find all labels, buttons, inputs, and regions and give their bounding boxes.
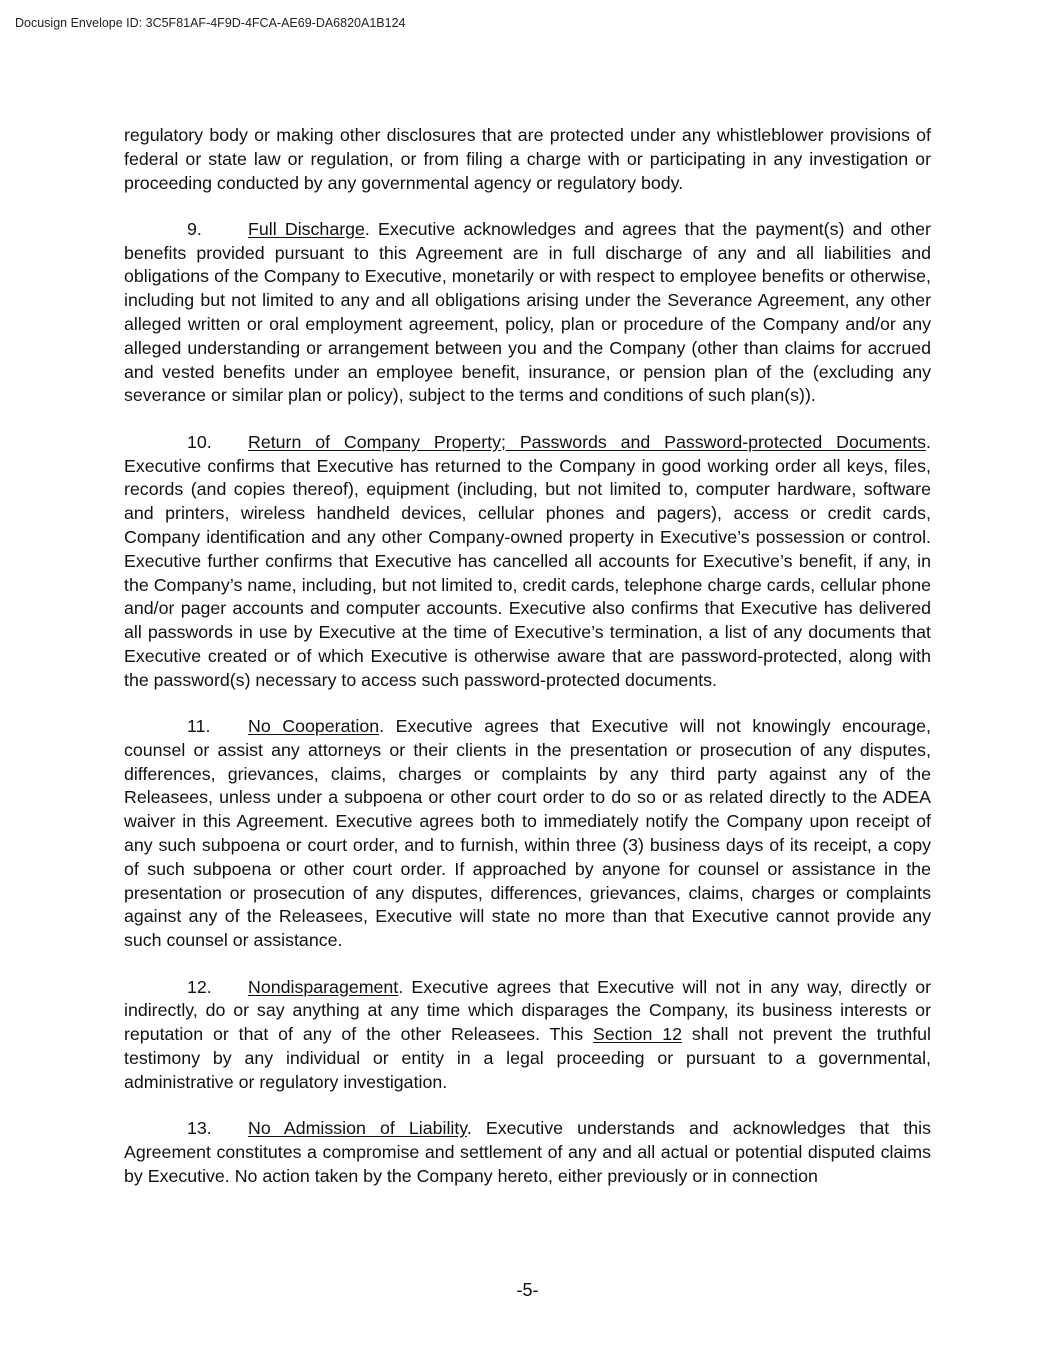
section-11-no-cooperation (124, 715, 931, 953)
section-text: . Executive understands and acknowledges that this Agreement constitutes a compromise and settlement of any and all actual or potential disputed claims by Executive. No action taken by the Company hereto, either previously or in connection (124, 1117, 931, 1186)
section-12-nondisparagement (124, 976, 931, 1095)
section-text: shall not prevent the truthful testimony by any individual or entity in a legal proceeding or pursuant to a governmental, administrative or regulatory investigation. (124, 1024, 931, 1092)
section-9-full-discharge (124, 218, 931, 408)
section-number: 10. (187, 431, 212, 452)
section-text: . Executive acknowledges and agrees that the payment(s) and other benefits provided pursuant to this Agreement are in full discharge of any and all liabilities and obligations of the Company to Executive, monetarily or with respect to employee benefits or otherwise, including but not limited to any and all obligations arising under the Severance Agreement, any other alleged written or oral employment agreement, policy, plan or procedure of the Company and/or any alleged understanding or arrangement between you and the Company (other than claims for accrued and vested benefits under an employee benefit, insurance, or pension plan of the (excluding any severance or similar plan or policy), subject to the terms and conditions of such plan(s)). (124, 218, 931, 406)
section-heading: Full Discharge (248, 218, 365, 239)
section-text: . Executive agrees that Executive will not in any way, directly or indirectly, do or say anything at any time which disparages the Company, its business interests or reputation or that of any of the other Releasees. This (124, 976, 931, 1045)
section-number: 12. (187, 976, 212, 997)
section-13-no-admission-of-liability (124, 1117, 931, 1188)
envelope-id-header: Docusign Envelope ID: 3C5F81AF-4F9D-4FCA-AE69-DA6820A1B124 (15, 16, 406, 30)
section-heading: Nondisparagement (248, 976, 399, 997)
section-number: 11. (187, 716, 211, 737)
section-text: . Executive agrees that Executive will not knowingly encourage, counsel or assist any attorneys or their clients in the presentation or prosecution of any disputes, differences, grievances, claims, charges or complaints by any third party against any of the Releasees, unless under a subpoena or other court order to do so or as related directly to the ADEA waiver in this Agreement. Executive agrees both to immediately notify the Company upon receipt of any such subpoena or court order, and to furnish, within three (3) business days of its receipt, a copy of such subpoena or other court order. If approached by anyone for counsel or assistance in the presentation or prosecution of any disputes, differences, grievances, claims, charges or complaints against any of the Releasees, Executive will state no more than that Executive cannot provide any such counsel or assistance. (124, 716, 931, 951)
section-number: 13. (187, 1117, 212, 1138)
section-heading: No Admission of Liability (248, 1117, 467, 1138)
section-text: . Executive confirms that Executive has returned to the Company in good working order all keys, files, records (and copies thereof), equipment (including, but not limited to, computer hardware, software and printers, wireless handheld devices, cellular phones and pagers), access or credit cards, Company identification and any other Company-owned property in Executive’s possession or control. Executive further confirms that Executive has cancelled all accounts for Executive’s benefit, if any, in the Company’s name, including, but not limited to, credit cards, telephone charge cards, cellular phone and/or pager accounts and computer accounts. Executive also confirms that Executive has delivered all passwords in use by Executive at the time of Executive’s termination, a list of any documents that Executive created or of which Executive is otherwise aware that are password-protected, along with the password(s) necessary to access such password-protected documents. (124, 431, 931, 690)
page-number: -5- (516, 1280, 539, 1300)
section-heading: Return of Company Property; Passwords and Password-protected Documents (248, 431, 927, 452)
section-10-return-of-property (124, 431, 931, 693)
section-number: 9. (187, 218, 202, 239)
continuation-paragraph: regulatory body or making other disclosures that are protected under any whistleblower provisions of federal or state law or regulation, or from filing a charge with or participating in any investigation or proceeding conducted by any governmental agency or regulatory body. (124, 125, 931, 193)
section-heading: No Cooperation (248, 716, 380, 737)
document-body (124, 124, 931, 1211)
section-reference: Section 12 (593, 1024, 682, 1045)
